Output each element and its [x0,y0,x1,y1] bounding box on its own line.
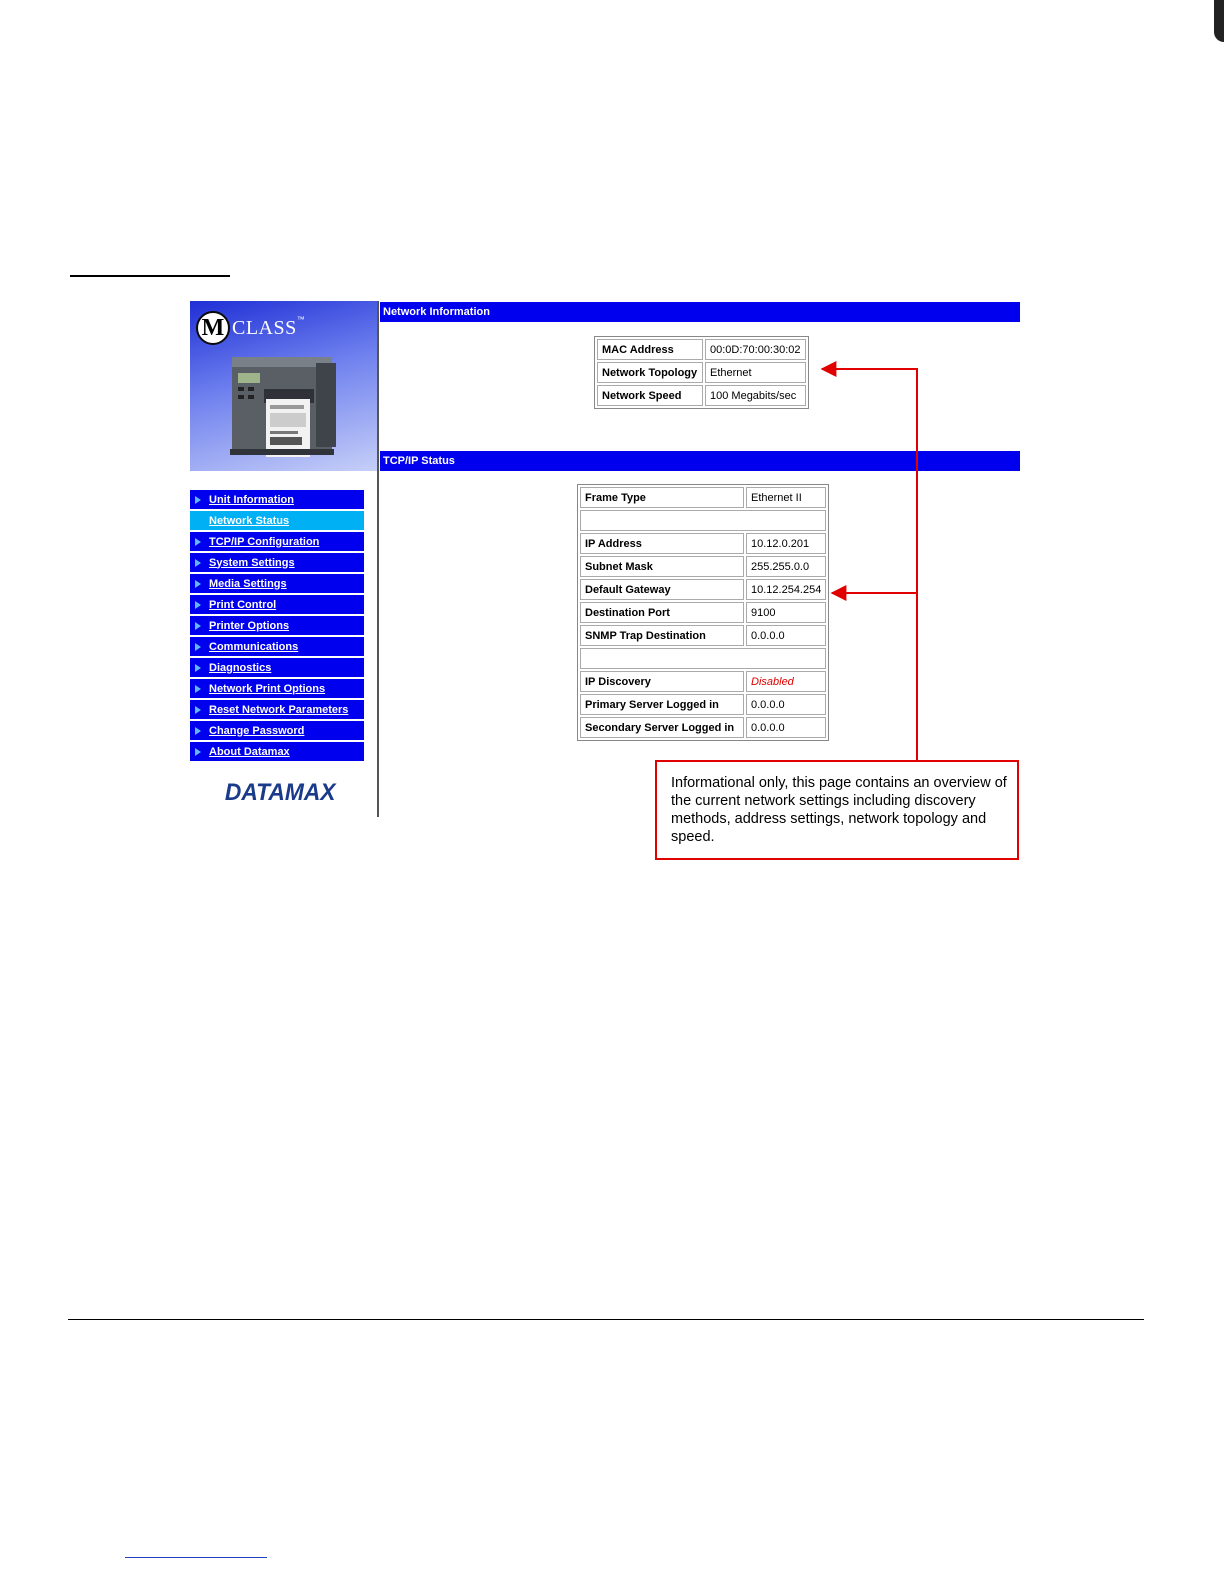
nav-label: Change Password [209,724,305,737]
cell-key: Destination Port [580,602,744,623]
callout-connector [822,369,917,760]
cell-value: 100 Megabits/sec [705,385,806,406]
nav-label: Communications [209,640,299,653]
cell-key: IP Address [580,533,744,554]
cell-value: 0.0.0.0 [746,625,826,646]
mclass-text: CLASS [232,316,297,339]
cell-value: 0.0.0.0 [746,694,826,715]
cell-key: MAC Address [597,339,703,360]
callout-box: Informational only, this page contains an overview of the current network settings including discovery methods, address settings, network topology and speed. [655,760,1019,860]
nav-label: Reset Network Parameters [209,703,349,716]
m-logo-circle: M [196,311,230,345]
nav-label: TCP/IP Configuration [209,535,320,548]
cell-key: Default Gateway [580,579,744,600]
cell-value: Ethernet II [746,487,826,508]
cell-value-status: Disabled [746,671,826,692]
cell-key: Network Speed [597,385,703,406]
cell-key: Network Topology [597,362,703,383]
cell-key: IP Discovery [580,671,744,692]
nav-label: Diagnostics [209,661,272,674]
cell-key: Secondary Server Logged in [580,717,744,738]
nav-label: Network Print Options [209,682,326,695]
cell-key: Frame Type [580,487,744,508]
cell-value: 00:0D:70:00:30:02 [705,339,806,360]
cell-key: Subnet Mask [580,556,744,577]
cell-key: Primary Server Logged in [580,694,744,715]
cell-value: 9100 [746,602,826,623]
cell-value: Ethernet [705,362,806,383]
cell-value: 10.12.0.201 [746,533,826,554]
nav-label: System Settings [209,556,295,569]
cell-value: 10.12.254.254 [746,579,826,600]
cell-value: 255.255.0.0 [746,556,826,577]
cell-key: SNMP Trap Destination [580,625,744,646]
nav-label: Network Status [209,514,290,527]
network-information-header: Network Information [380,302,1020,322]
datamax-logo: DATAMAX [224,779,336,806]
nav-label: About Datamax [209,745,290,758]
nav-label: Unit Information [209,493,294,506]
trademark-mark: ™ [296,315,305,324]
cell-value: 0.0.0.0 [746,717,826,738]
nav-label: Print Control [209,598,277,611]
tcpip-status-header: TCP/IP Status [380,451,1020,471]
nav-label: Media Settings [209,577,287,590]
nav-label: Printer Options [209,619,290,632]
